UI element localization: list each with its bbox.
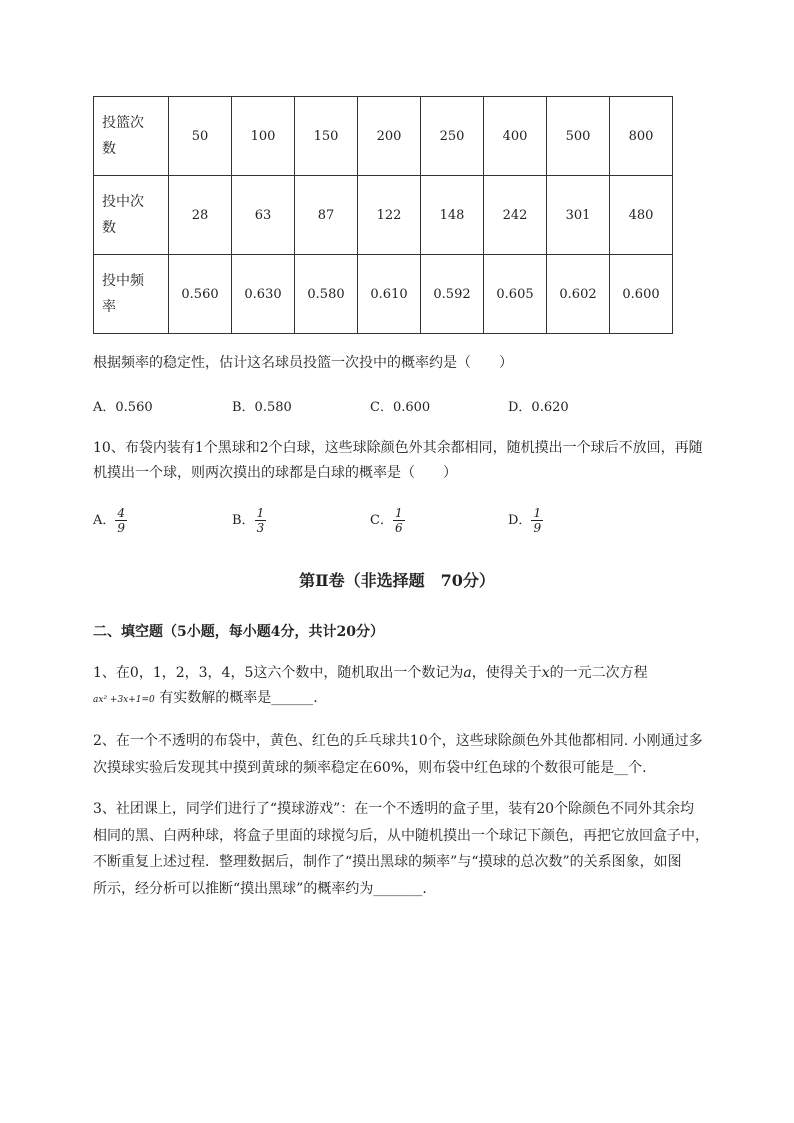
row-header-line: 率 xyxy=(102,299,116,315)
part-two-title: 第Ⅱ卷（非选择题 70分） xyxy=(299,571,495,590)
fraction xyxy=(115,506,127,535)
denominator: 6 xyxy=(394,521,403,535)
f1-text-a: 1、在0，1，2，3，4，5这六个数中，随机取出一个数记为 xyxy=(93,665,464,681)
table-cell: 500 xyxy=(547,97,610,176)
section-heading: 二、填空题（5小题，每小题4分，共计20分） xyxy=(93,624,384,640)
variable-a: a xyxy=(463,665,472,681)
fraction xyxy=(393,506,405,535)
table-cell: 0.580 xyxy=(295,255,358,334)
q9-option-a: A．0.560 xyxy=(93,400,153,415)
q9-stem: 根据频率的稳定性，估计这名球员投篮一次投中的概率约是（ ） xyxy=(93,355,513,371)
table-cell: 150 xyxy=(295,97,358,176)
f1-line-2 xyxy=(93,688,318,710)
table-cell: 0.600 xyxy=(610,255,673,334)
table-cell: 301 xyxy=(547,176,610,255)
table-cell: 250 xyxy=(421,97,484,176)
table-cell: 87 xyxy=(295,176,358,255)
table-cell: 480 xyxy=(610,176,673,255)
fraction xyxy=(255,506,267,535)
table-cell: 0.592 xyxy=(421,255,484,334)
table-cell: 200 xyxy=(358,97,421,176)
numerator: 1 xyxy=(533,506,542,520)
q9-option-c: C．0.600 xyxy=(370,400,431,415)
f2-line-1: 2、在一个不透明的布袋中，黄色、红色的乒乓球共10个，这些球除颜色外其他都相同. 小刚通过多 xyxy=(93,733,703,749)
denominator: 9 xyxy=(533,521,542,535)
f3-line-1: 3、社团课上，同学们进行了“摸球游戏”：在一个不透明的盒子里，装有20个除颜色不同外其余均 xyxy=(93,801,695,817)
frequency-table xyxy=(93,96,673,334)
f1-text-d: 有实数解的概率是______. xyxy=(159,690,318,706)
f3-line-3: 不断重复上述过程．整理数据后，制作了“摸出黑球的频率”与“摸球的总次数”的关系图象，如图 xyxy=(93,854,682,870)
q10-option-c xyxy=(370,506,405,535)
table-cell: 0.605 xyxy=(484,255,547,334)
q9-option-b: B．0.580 xyxy=(232,400,292,415)
table-cell: 0.602 xyxy=(547,255,610,334)
table-cell: 0.630 xyxy=(232,255,295,334)
q10-line-2: 机摸出一个球，则两次摸出的球都是白球的概率是（ ） xyxy=(93,465,457,481)
option-letter: D． xyxy=(508,513,532,528)
numerator: 1 xyxy=(394,506,403,520)
fraction xyxy=(531,506,543,535)
table-cell: 63 xyxy=(232,176,295,255)
row-header-line: 数 xyxy=(102,220,116,236)
row-header-line: 投中次 xyxy=(102,194,144,210)
row-header-line: 投篮次 xyxy=(102,115,144,131)
table-cell: 100 xyxy=(232,97,295,176)
table-cell: 122 xyxy=(358,176,421,255)
row-header-line: 数 xyxy=(102,141,116,157)
table-row xyxy=(94,176,673,255)
table-cell: 800 xyxy=(610,97,673,176)
table-cell: 28 xyxy=(169,176,232,255)
row-header xyxy=(94,97,169,176)
f2-line-2: 次摸球实验后发现其中摸到黄球的频率稳定在60%，则布袋中红色球的个数很可能是__个. xyxy=(93,760,647,776)
table-cell: 0.610 xyxy=(358,255,421,334)
table-cell: 0.560 xyxy=(169,255,232,334)
q10-option-a xyxy=(93,506,127,535)
f3-line-4: 所示，经分析可以推断“摸出黑球”的概率约为_______. xyxy=(93,881,427,897)
table-row xyxy=(94,97,673,176)
numerator: 4 xyxy=(117,506,126,520)
row-header-line: 投中频 xyxy=(102,273,144,289)
table-row xyxy=(94,255,673,334)
table-cell: 50 xyxy=(169,97,232,176)
table-cell: 242 xyxy=(484,176,547,255)
q9-option-d: D．0.620 xyxy=(508,400,569,415)
q10-option-d xyxy=(508,506,543,535)
denominator: 3 xyxy=(256,521,265,535)
f1-text-b: ，使得关于 xyxy=(471,665,542,681)
equation: ax² +3x+1=0 xyxy=(93,695,155,705)
q10-option-b xyxy=(232,506,266,535)
variable-x: x xyxy=(541,665,550,681)
row-header xyxy=(94,176,169,255)
option-letter: B． xyxy=(232,513,255,528)
numerator: 1 xyxy=(256,506,265,520)
table-cell: 148 xyxy=(421,176,484,255)
option-letter: A． xyxy=(93,513,116,528)
option-letter: C． xyxy=(370,513,393,528)
q10-line-1: 10、布袋内装有1个黑球和2个白球，这些球除颜色外其余都相同，随机摸出一个球后不放回，再随 xyxy=(93,440,703,456)
row-header xyxy=(94,255,169,334)
f1-line-1 xyxy=(93,663,648,683)
denominator: 9 xyxy=(117,521,126,535)
f1-text-c: 的一元二次方程 xyxy=(549,665,648,681)
f3-line-2: 相同的黑、白两种球，将盒子里面的球搅匀后，从中随机摸出一个球记下颜色，再把它放回盒子中， xyxy=(93,828,709,844)
table-cell: 400 xyxy=(484,97,547,176)
